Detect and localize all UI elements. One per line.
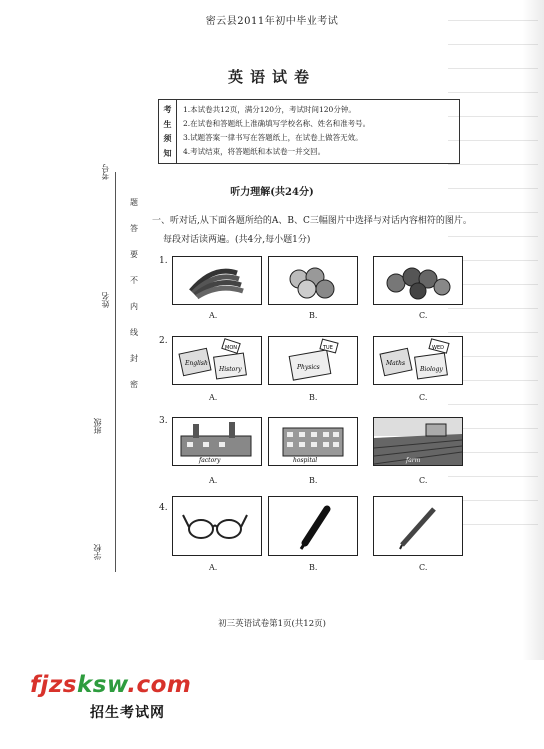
notice-heading-char: 考: [163, 103, 172, 114]
hospital-picture[interactable]: [268, 417, 358, 466]
seal-char: 题: [130, 198, 138, 207]
school-title: 密云县2011年初中毕业考试: [205, 16, 339, 27]
candidate-notice-box: [158, 99, 460, 164]
seal-char: 密: [130, 380, 138, 389]
watermark-domain-red: fjzs: [30, 672, 77, 698]
seal-char: 内: [130, 302, 138, 311]
watermark-domain-tld: .com: [127, 672, 192, 698]
option-c[interactable]: C.: [419, 311, 428, 320]
book-label: Physics: [297, 364, 320, 371]
option-a[interactable]: A.: [209, 476, 218, 485]
physics-book-picture[interactable]: [268, 336, 358, 385]
seal-char: 不: [130, 276, 138, 285]
bananas-picture[interactable]: [172, 256, 262, 305]
picture-label: factory: [199, 457, 221, 464]
option-b[interactable]: B.: [309, 311, 318, 320]
pen-picture[interactable]: [268, 496, 358, 556]
notice-rule: 1.本试卷共12页，满分120分，考试时间120分钟。: [183, 105, 356, 114]
book-label: History: [219, 366, 242, 373]
option-b[interactable]: B.: [309, 563, 318, 572]
factory-picture[interactable]: [172, 417, 262, 466]
class-label: 班级: [93, 418, 102, 434]
maths-biology-books-picture[interactable]: [373, 336, 463, 385]
farm-picture[interactable]: [373, 417, 463, 466]
option-c[interactable]: C.: [419, 563, 428, 572]
question-number: 3.: [159, 416, 168, 426]
binding-line: [115, 172, 116, 572]
notice-rules: [177, 100, 459, 163]
question-number: 4.: [159, 503, 168, 513]
calendar-label: MON: [225, 345, 237, 351]
oranges-picture[interactable]: [373, 256, 463, 305]
notice-rule: 2.在试卷和答题纸上准确填写学校名称、姓名和准考号。: [183, 119, 371, 128]
watermark-domain-green: ksw: [76, 672, 128, 698]
section-title: 听力理解(共24分): [230, 187, 314, 198]
book-label: Maths: [386, 360, 406, 367]
watermark-domain: [30, 672, 191, 698]
option-b[interactable]: B.: [309, 476, 318, 485]
notice-heading: [159, 100, 177, 163]
notice-heading-char: 知: [163, 148, 172, 159]
section-instruction: 一、听对话,从下面各题所给的A、B、C三幅图片中选择与对话内容相符的图片。: [152, 216, 472, 226]
site-watermark: [30, 672, 192, 721]
option-a[interactable]: A.: [209, 311, 218, 320]
glasses-picture[interactable]: [172, 496, 262, 556]
calendar-label: TUE: [323, 345, 333, 351]
notice-heading-char: 须: [163, 133, 172, 144]
school-label: 学校: [93, 544, 102, 560]
notice-rule: 4.考试结束，将答题纸和本试卷一并交回。: [183, 147, 326, 156]
notice-heading-char: 生: [163, 118, 172, 129]
seal-char: 封: [130, 354, 138, 363]
option-c[interactable]: C.: [419, 476, 428, 485]
seal-char: 线: [130, 328, 138, 337]
picture-label: farm: [406, 457, 421, 464]
name-label: 姓名: [101, 292, 110, 308]
book-label: English: [185, 360, 208, 367]
option-c[interactable]: C.: [419, 393, 428, 402]
question-number: 1.: [159, 256, 168, 266]
question-number: 2.: [159, 336, 168, 346]
seal-char: 要: [130, 250, 138, 259]
picture-label: hospital: [293, 457, 318, 464]
seal-char: 答: [130, 224, 138, 233]
calendar-label: WED: [432, 345, 444, 351]
english-history-books-picture[interactable]: [172, 336, 262, 385]
paper-title: 英语试卷: [227, 68, 316, 86]
seal-line-text: [130, 198, 138, 390]
option-a[interactable]: A.: [209, 563, 218, 572]
option-a[interactable]: A.: [209, 393, 218, 402]
section-instruction-scoring: 每段对话读两遍。(共4分,每小题1分): [163, 235, 311, 245]
exam-number-label: 考号: [101, 164, 110, 180]
watermark-subtitle: 招生考试网: [90, 705, 165, 721]
notice-rule: 3.试题答案一律书写在答题纸上，在试卷上做答无效。: [183, 133, 363, 142]
book-label: Biology: [420, 366, 443, 373]
page-footer: 初三英语试卷第1页(共12页): [218, 619, 326, 629]
apples-picture[interactable]: [268, 256, 358, 305]
option-b[interactable]: B.: [309, 393, 318, 402]
pencil-picture[interactable]: [373, 496, 463, 556]
